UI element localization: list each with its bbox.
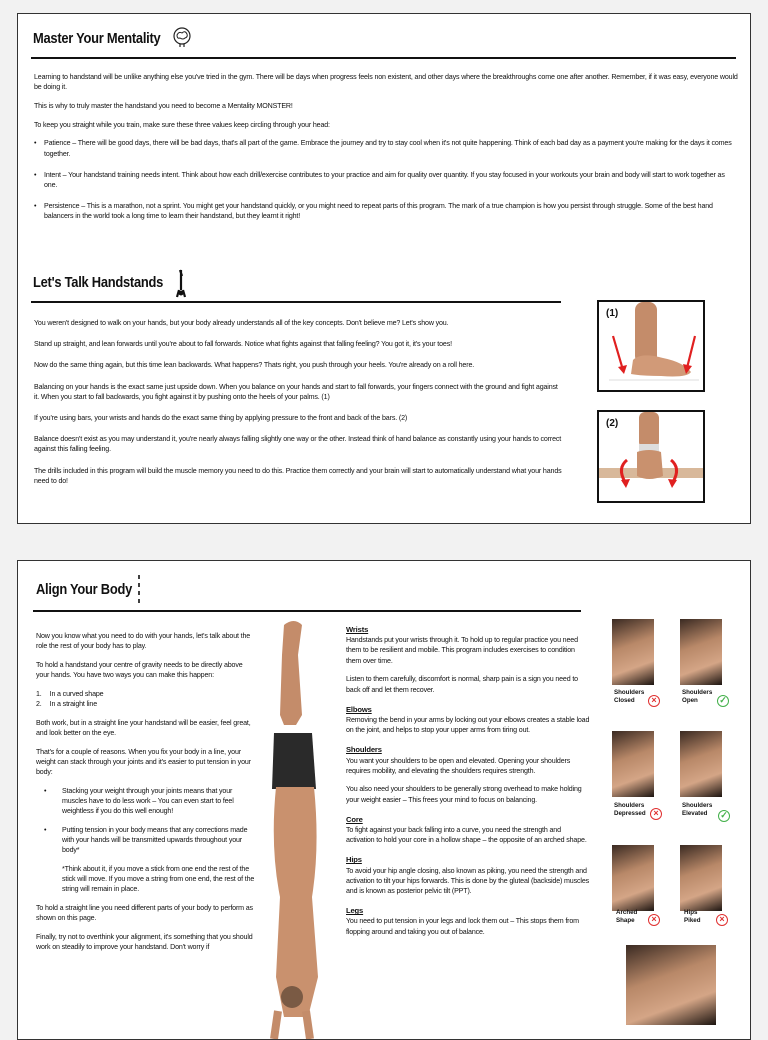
caption-hips-piked: Hips Piked [684,909,701,924]
paragraph: Learning to handstand will be unlike anything else you've tried in the gym. There will be days when progress feels non existent, and other days where the breakthroughs come one after another. Remember, if it was easy, everyone would be doing it. [34,73,738,92]
caption-shoulders-depressed: Shoulders Depressed [614,802,646,817]
caption-shoulders-open: Shoulders Open [682,689,713,704]
check-icon: ✓ [718,810,730,822]
paragraph: To avoid your hip angle closing, also known as piking, you need the strength and activation to tilt your hips forwards. This is done by the gluteal (backside) muscles and is known as posterior pelvic tilt (PPT). [346,866,590,896]
paragraph: Removing the bend in your arms by locking out your elbows creates a stable load on the joint, and helps to stop your upper arms from tiring out. [346,715,590,735]
paragraph: If you're using bars, your wrists and hands do the exact same thing by applying pressure to the front and back of the bars. (2) [34,414,408,423]
page-align-body [17,560,751,1040]
paragraph: Finally, try not to overthink your alignment, it's something that you should work on steadily to improve your handstand. Don't worry if [36,932,253,952]
bullet-persistence: • Persistence – This is a marathon, not a sprint. You might get your handstand quickly, or you might need to repeat parts of this program. The mark of a true champion is how you persist through struggle. Some of the best hand balancers in the world took a long time to learn their handstand, but they learnt it right! [34,201,739,221]
photo-shoulders-closed [612,619,654,685]
photo-hollow-body [626,945,716,1025]
paragraph: You need to put tension in your legs and lock them out – This stops them from flopping around and taking you out of balance. [346,917,579,936]
section-rule [31,301,561,303]
hand-bar-illustration [599,412,703,501]
figure-hand-on-floor [597,300,705,392]
align-left-column [36,631,256,961]
caption-shoulders-closed: Shoulders Closed [614,689,645,704]
mentality-body [34,72,739,230]
paragraph: You also need your shoulders to be generally strong overhead to make holding your weight easier – This frees your mind to focus on balancing. [346,785,582,804]
section-title-handstands: Let's Talk Handstands [33,274,164,291]
heading-legs: Legs [346,906,364,916]
cross-icon: × [648,695,660,707]
paragraph: The drills included in this program will build the muscle memory you need to do this. Practice them correctly and your brain will start to automatically understand what your hands need to do! [34,466,562,485]
photo-shoulders-open [680,619,722,685]
paragraph: Stand up straight, and lean forwards until you're about to fall forwards. Notice what fights against that falling feeling? You got it, it's your toes! [34,340,452,349]
paragraph: Now you know what you need to do with your hands, let's talk about the role the rest of your body has to play. [36,632,251,651]
caption-shoulders-elevated: Shoulders Elevated [682,802,713,817]
bullet-patience: • Patience – There will be good days, there will be bad days, that's all part of the game. Embrace the journey and try to stay cool when it's not quite happening. Think of each bad day as a payment you're making for the days it comes together. [34,138,739,158]
figure-label: (2) [606,418,619,429]
paragraph: To hold a handstand your centre of gravity needs to be directly above your hands. You have two ways you can make this happen: [36,660,243,680]
section-title-align: Align Your Body [36,581,132,598]
photo-arched-shape [612,845,654,911]
list-item: 2. In a straight line [36,700,98,709]
section-rule [33,610,581,612]
heading-elbows: Elbows [346,704,372,714]
heading-hips: Hips [346,855,362,865]
paragraph: To keep you straight while you train, make sure these three values keep circling through your head: [34,120,330,129]
figure-label: (1) [606,308,619,319]
photo-shoulders-depressed [612,731,654,797]
brain-icon [171,26,193,48]
heading-wrists: Wrists [346,625,369,634]
cross-icon: × [648,914,660,926]
heading-core: Core [346,814,363,824]
paragraph: Balancing on your hands is the exact same just upside down. When you balance on your hands and start to fall forwards, your fingers connect with the ground and fight against it. When you start to fall backwards, you fight against it by pushing onto the heels of your palms. (1) [34,382,558,401]
check-icon: ✓ [717,695,729,707]
align-body-parts [346,625,591,945]
list-item: 1. In a curved shape [36,689,104,698]
paragraph: You want your shoulders to be open and elevated. Opening your shoulders requires mobility, and elevating the shoulders requires strength. [346,756,571,775]
hand-floor-illustration [599,302,703,390]
heading-shoulders: Shoulders [346,745,382,755]
section-title-mentality: Master Your Mentality [33,30,161,47]
cross-icon: × [716,914,728,926]
bullet-item: • Putting tension in your body means that any corrections made with your hands will be transmitted upwards throughout your body* [44,825,256,856]
figure-hand-on-bar [597,410,705,503]
paragraph: Both work, but in a straight line your handstand will be easier, feel great, and look better on the eye. [36,718,251,737]
paragraph: Now do the same thing again, but this time lean backwards. What happens? Thats right, you push through your heels. You're already on a roll here. [34,361,475,370]
paragraph: To fight against your back falling into a curve, you need the strength and activation to hold your core in a hollow shape – the opposite of an arched shape. [346,826,587,845]
photo-shoulders-elevated [680,731,722,797]
paragraph: Handstands put your wrists through it. To hold up to regular practice you need them to be resilient and mobile. This program includes exercises to condition them over time. [346,636,578,665]
paragraph: Listen to them carefully, discomfort is normal, sharp pain is a sign you need to back off and let them recover. [346,675,578,694]
page-mentality-handstands [17,13,751,524]
handstand-figure-icon [174,268,188,298]
handstand-person-image [256,619,326,1039]
paragraph: To hold a straight line you need different parts of your body to perform as shown on this page. [36,904,253,923]
paragraph: This is why to truly master the handstand you need to become a Mentality MONSTER! [34,101,293,110]
section-rule [31,57,736,59]
handstands-body [34,318,564,495]
caption-arched-shape: Arched Shape [616,909,638,924]
paragraph: Balance doesn't exist as you may understand it, you're nearly always falling slightly one way or the other. Instead think of hand balance as constantly using your hands to correct against this falling feeling. [34,435,562,454]
paragraph: You weren't designed to walk on your hands, but your body already understands all of the key concepts. Don't believe me? Let's show you. [34,319,449,327]
photo-hips-piked [680,845,722,911]
dashed-line-icon [136,575,142,607]
bullet-intent: • Intent – Your handstand training needs intent. Think about how each drill/exercise contributes to your practice and aim for quality over quantity. If you stay focused in your workouts your brain and body will start to work together as one. [34,170,739,190]
cross-icon: × [650,808,662,820]
footnote: *Think about it, if you move a stick from one end the rest of the stick will move. If you move a string from one end, the rest of the string will remain in place. [62,864,255,894]
paragraph: That's for a couple of reasons. When you fix your body in a line, your weight can stack through your joints and it's easier to put tension in your body: [36,747,251,777]
bullet-item: • Stacking your weight through your joints means that your muscles have to do less work – You can even start to feel weightless if you do this well enough! [44,786,256,817]
